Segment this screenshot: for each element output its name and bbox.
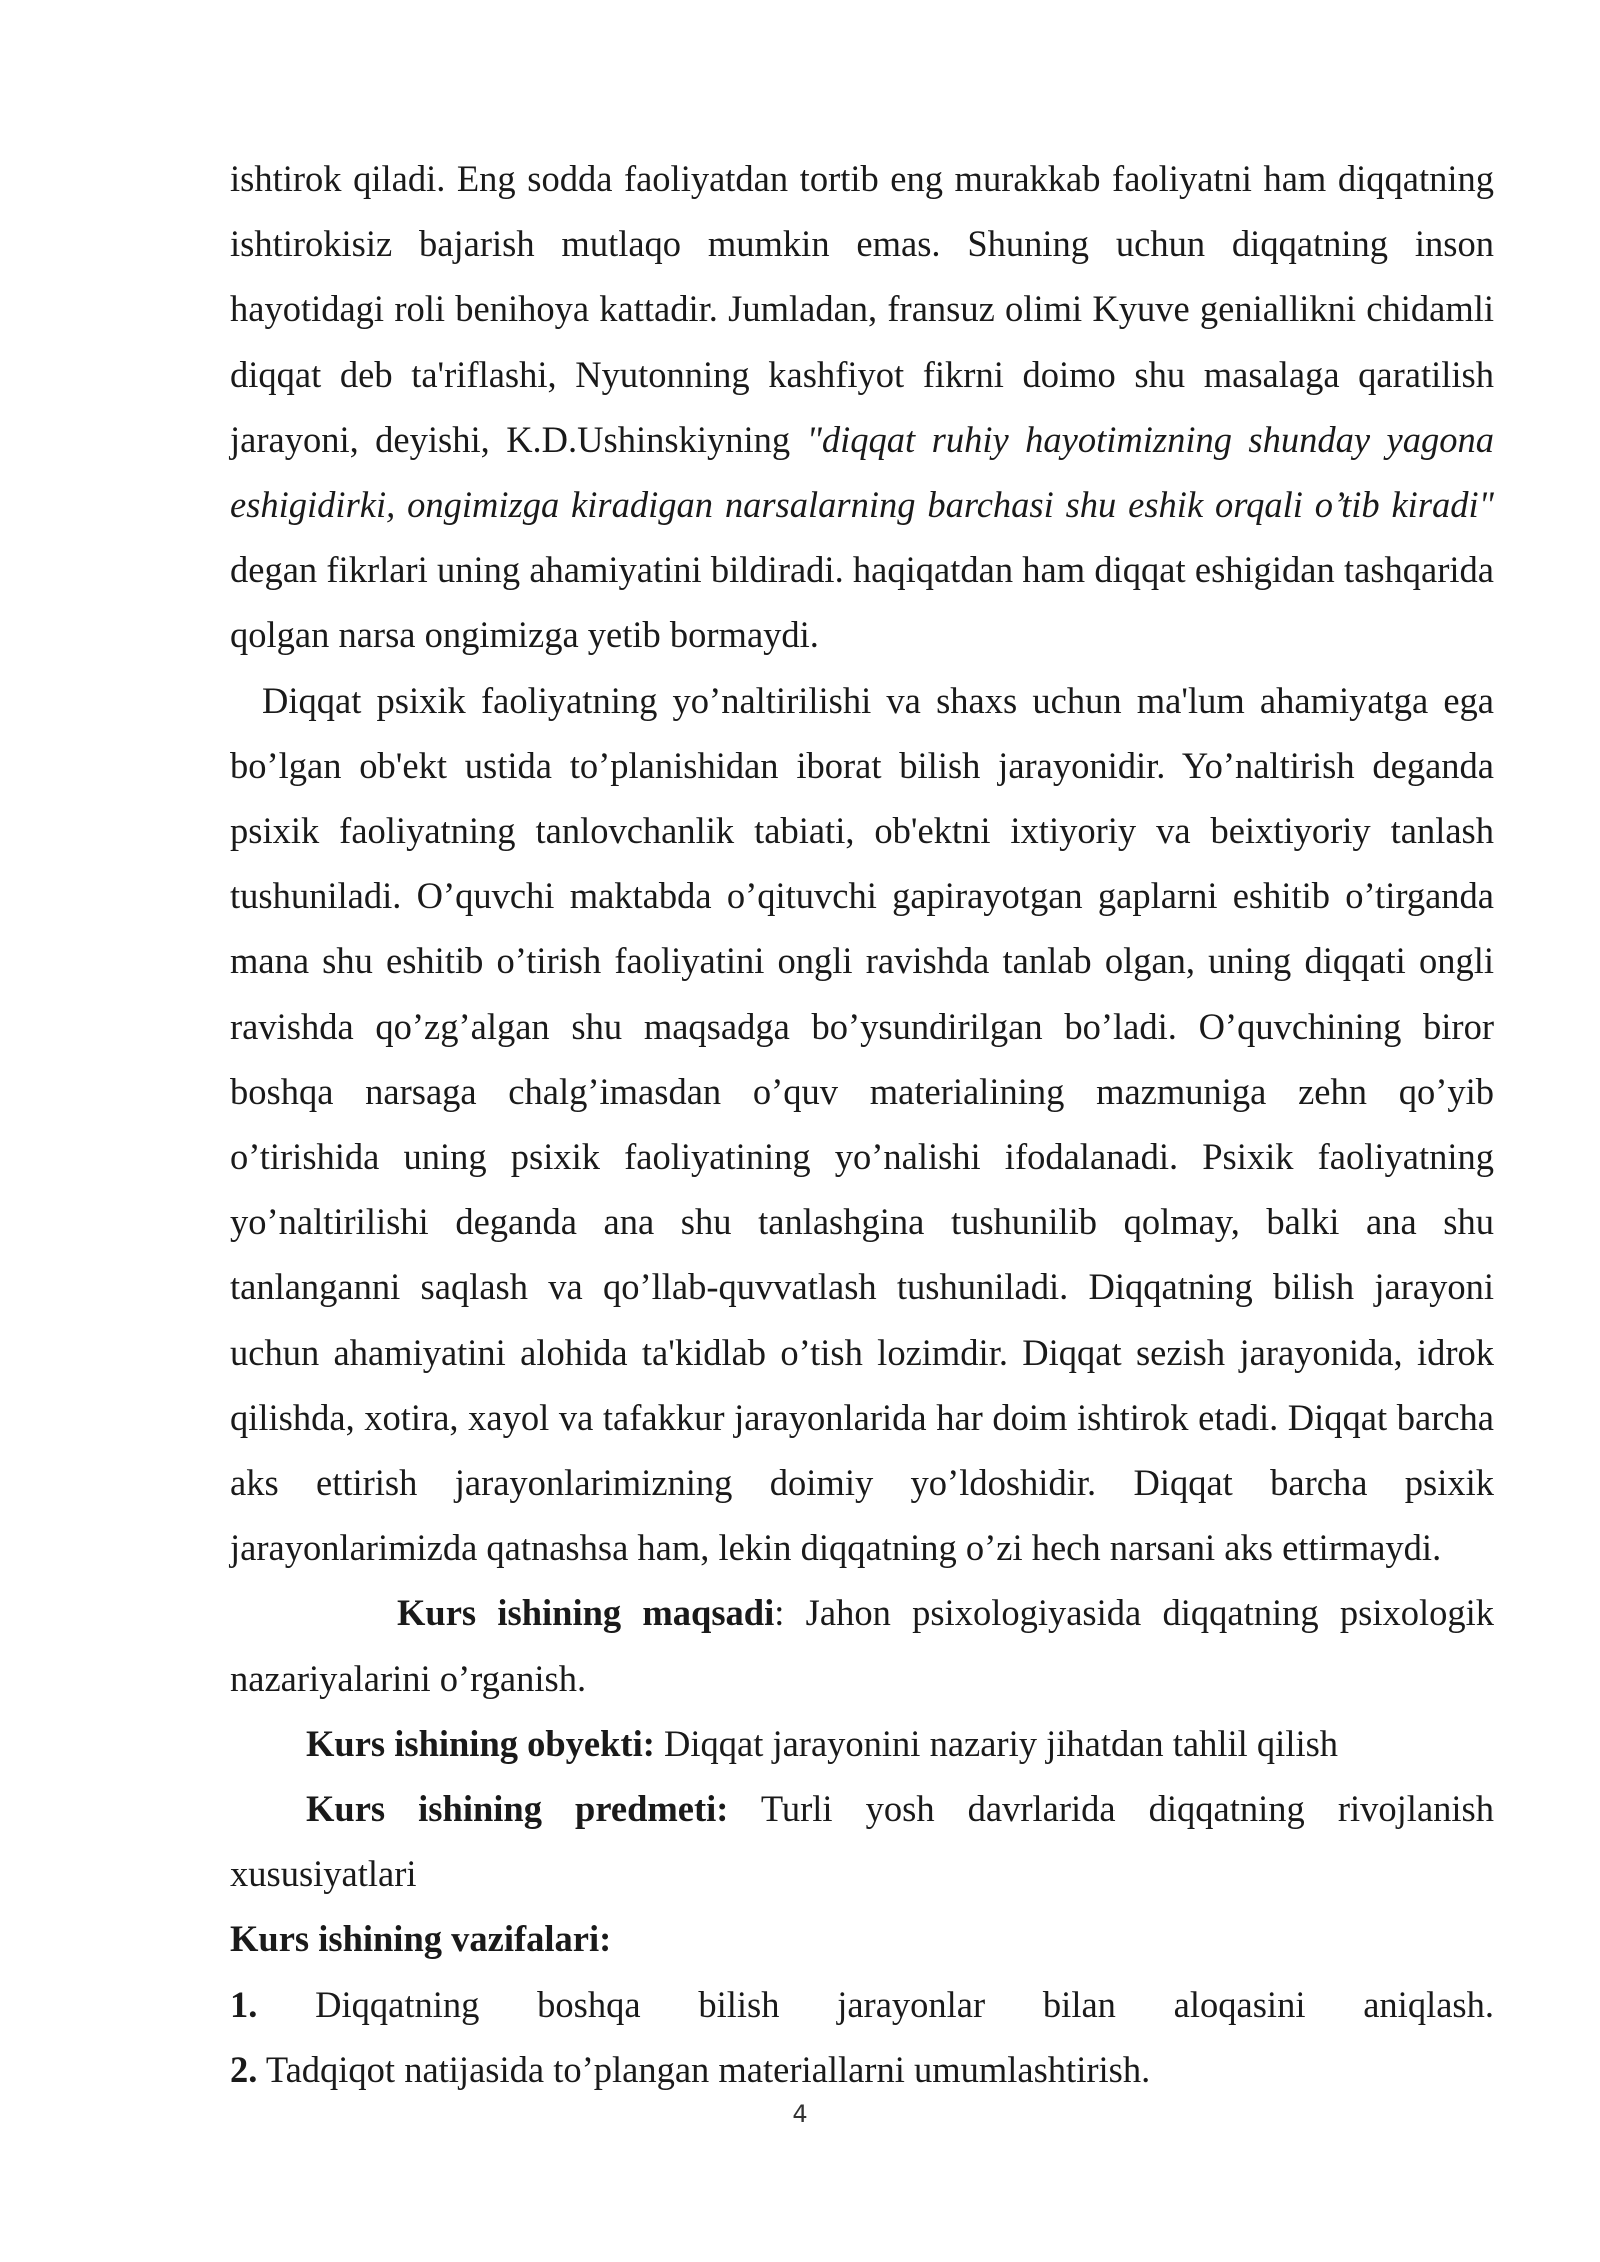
- task-item: [230, 2037, 1494, 2102]
- paragraph-text: ishtirok qiladi. Eng sodda faoliyatdan tortib eng murakkab faoliyatni ham diqqatning ishtirokisiz bajarish mutlaqo mumkin emas. Shuning uchun diqqatning inson hayotidagi roli benihoya kattadir. Jumladan, fransuz olimi Kyuve geniallikni chidamli diqqat deb ta'riflashi, Nyutonning kashfiyot fikrni doimo shu masalaga qaratilish jarayoni, deyishi, K.D.Ushinskiyning: [230, 158, 1494, 460]
- paragraph-diqqat-definition: Diqqat psixik faoliyatning yo’naltirilishi va shaxs uchun ma'lum ahamiyatga ega bo’lgan ob'ekt ustida to’planishidan iborat bilish jarayonidir. Yo’naltirish deganda psixik faoliyatning tanlovchanlik tabiati, ob'ektni ixtiyoriy va beixtiyoriy tanlash tushuniladi. O’quvchi maktabda o’qituvchi gapirayotgan gaplarni eshitib o’tirganda mana shu eshitib o’tirish faoliyatini ongli ravishda tanlab olgan, uning diqqati ongli ravishda qo’zg’algan shu maqsadga bo’ysundirilgan bo’ladi. O’quvchining biror boshqa narsaga chalg’imasdan o’quv materialining mazmuniga zehn qo’yib o’tirishida uning psixik faoliyatining yo’nalishi ifodalanadi. Psixik faoliyatning yo’naltirilishi deganda ana shu tanlashgina tushunilib qolmay, balki ana shu tanlanganni saqlash va qo’llab-quvvatlash tushuniladi. Diqqatning bilish jarayoni uchun ahamiyatini alohida ta'kidlab o’tish lozimdir. Diqqat sezish jarayonida, idrok qilishda, xotira, xayol va tafakkur jarayonlarida har doim ishtirok etadi. Diqqat barcha aks ettirish jarayonlarimizning doimiy yo’ldoshidir. Diqqat barcha psixik jarayonlarimizda qatnashsa ham, lekin diqqatning o’zi hech narsani aks ettirmaydi.: [230, 679, 1494, 1569]
- course-object-label: Kurs ishining obyekti:: [306, 1722, 655, 1764]
- paragraph-course-goal: [230, 1580, 1494, 1710]
- document-page: [230, 146, 1494, 2102]
- course-tasks-heading: [230, 1906, 1494, 1971]
- paragraph-diqqat-role: [230, 146, 1494, 668]
- task-number: 1.: [230, 1983, 258, 2025]
- task-text: Tadqiqot natijasida to’plangan materiallarni umumlashtirish.: [257, 2048, 1151, 2090]
- task-number: 2.: [230, 2048, 258, 2090]
- page-number: 4: [792, 2100, 808, 2128]
- course-subject-text: Turli yosh davrlarida diqqatning rivojlanish xususiyatlari: [230, 1788, 1494, 1895]
- course-goal-label: Kurs ishining maqsadi: [397, 1592, 775, 1634]
- course-subject-label: Kurs ishining predmeti:: [306, 1788, 729, 1830]
- paragraph-course-object: [230, 1711, 1494, 1776]
- paragraph-text: degan fikrlari uning ahamiyatini bildiradi. haqiqatdan ham diqqat eshigidan tashqarida qolgan narsa ongimizga yetib bormaydi.: [230, 549, 1494, 656]
- course-goal-text: : Jahon psixologiyasida diqqatning psixologik nazariyalarini o’rganish.: [230, 1592, 1494, 1699]
- task-item: [230, 1972, 1494, 2037]
- ushinskiy-quote: "diqqat ruhiy hayotimizning shunday yagona eshigidirki, ongimizga kiradigan narsalarning barchasi shu eshik orqali o’tib kiradi": [230, 418, 1494, 526]
- task-text: Diqqatning boshqa bilish jarayonlar bilan aloqasini aniqlash.: [257, 1983, 1494, 2025]
- paragraph-course-subject: [230, 1776, 1494, 1906]
- course-tasks-heading-text: Kurs ishining vazifalari:: [230, 1918, 612, 1960]
- course-object-text: Diqqat jarayonini nazariy jihatdan tahlil qilish: [654, 1722, 1339, 1764]
